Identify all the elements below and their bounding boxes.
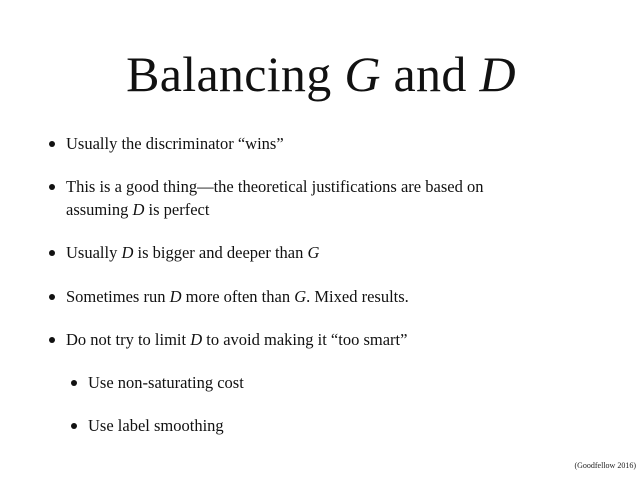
bullet-text	[66, 328, 407, 351]
bullet-item	[66, 132, 284, 155]
bullet-dot	[71, 380, 77, 386]
bullet-text	[66, 285, 409, 308]
bullet-text-segment: is bigger and deeper than	[133, 243, 308, 262]
bullet-text-line-2	[66, 198, 483, 221]
bullet-text-segment: Usually	[66, 243, 122, 262]
bullet-dot	[71, 423, 77, 429]
bullet-text-segment: assuming	[66, 200, 133, 219]
bullet-text-segment: to avoid making it “too smart”	[202, 330, 408, 349]
bullet-dot	[49, 294, 55, 300]
bullet-text	[66, 241, 319, 264]
sub-bullet-item	[88, 414, 224, 437]
bullet-item	[66, 175, 483, 221]
title-text-balancing: Balancing	[126, 46, 345, 102]
bullet-item	[66, 285, 409, 308]
math-symbol: G	[307, 243, 320, 262]
citation: (Goodfellow 2016)	[574, 461, 636, 470]
bullet-text-segment: is perfect	[144, 200, 210, 219]
title-text-and: and	[380, 46, 480, 102]
bullet-item	[66, 241, 319, 264]
math-symbol: D	[132, 200, 145, 219]
math-symbol: D	[169, 287, 182, 306]
bullet-text-segment: Do not try to limit	[66, 330, 191, 349]
bullet-dot	[49, 184, 55, 190]
sub-bullet-text: Use non-saturating cost	[88, 373, 244, 392]
sub-bullet-item	[88, 371, 244, 394]
bullet-dot	[49, 250, 55, 256]
bullet-dot	[49, 337, 55, 343]
math-symbol: D	[190, 330, 203, 349]
math-symbol: D	[121, 243, 134, 262]
bullet-text-segment: . Mixed results.	[306, 287, 409, 306]
math-symbol: G	[294, 287, 307, 306]
bullet-text-segment: more often than	[181, 287, 295, 306]
bullet-text-segment: Sometimes run	[66, 287, 170, 306]
bullet-dot	[49, 141, 55, 147]
title-math-d: D	[479, 46, 516, 102]
sub-bullet-text: Use label smoothing	[88, 416, 224, 435]
bullet-text: Usually the discriminator “wins”	[66, 134, 284, 153]
bullet-text-line-1: This is a good thing—the theoretical justifications are based on	[66, 177, 484, 196]
title-math-g: G	[344, 46, 381, 102]
bullet-item	[66, 328, 407, 351]
